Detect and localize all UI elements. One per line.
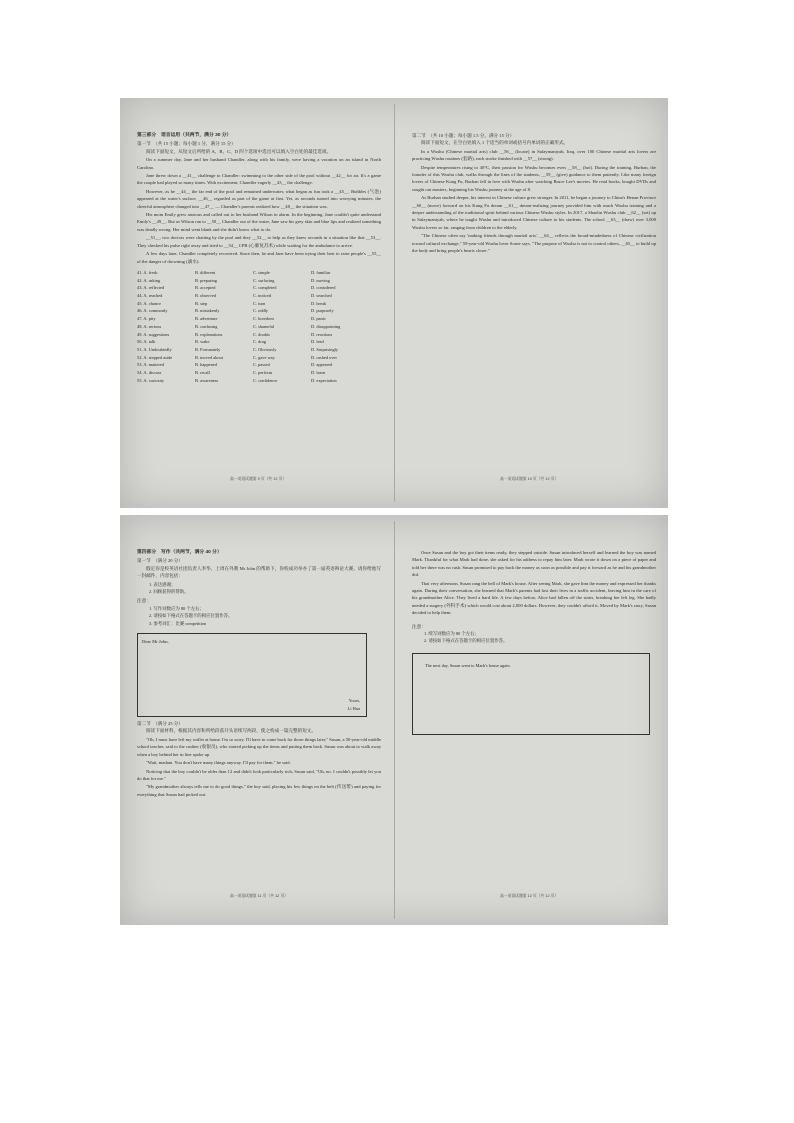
story-paragraph: Once Susan and the boy got their items ready, they stepped outside. Susan introduced herself and learned the boy was named Mark. Thankful for what Mark had done, she asked for his address to repay him later. Mark wrote it down on a piece of paper and told her there was no rush. Susan promised to pay back the money as soon as possible and pay it forward as he and his grandmother did. <box>412 550 656 578</box>
passage-paragraph: In a Wushu (Chinese martial arts) club __56__ (locate) in Sulaymaniyah, Iraq, over 100 Chinese martial arts lovers are practicing Wushu routines (套路), each stroke finished with __57__ (strong). <box>412 148 656 162</box>
passage-paragraph: Despite temperatures rising to 40°C, their passion for Wushu becomes even __58__ (hot). During the training, Burhan, the founder of this Wushu club, walks through the lines of the students, __59__ (give) guidance to them patiently. Like many foreign lovers of Chinese Kung Fu, Burhan fell in love with Wushu after watching Bruce Lee's movies. He read books, bought DVDs and sought out masters, beginning his Wushu journey at the age of 8. <box>412 164 656 192</box>
option-row <box>137 307 369 315</box>
option-row <box>137 269 369 277</box>
option: D. panic <box>311 316 326 322</box>
option: B. happened <box>195 362 217 368</box>
option: B. mistakenly <box>195 308 220 314</box>
part-heading: 第四部分 写作（共两节，满分 40 分） <box>137 550 222 555</box>
option: B. wake <box>195 339 210 345</box>
page-footer: 高一英语试题第 12 页（共 12 页） <box>500 894 559 898</box>
passage-paragraph: However, as he __44__ the far end of the pool and remained underwater, what began as fun took a __45__. Bubbles (气泡) appeared at the water's surface, __46__ regarded as part of the game at first. Yet, as seconds turned into worrying minutes, the cheerful atmosphere changed into __47__ — Chandler's parents realized how __48__ the situation was. <box>137 188 381 209</box>
option: C. simple <box>253 269 270 275</box>
part-heading: 第三部分 语言运用（共两节，满分 30 分） <box>137 133 232 138</box>
option: D. break <box>311 300 327 306</box>
option: 50. A. talk <box>137 339 156 345</box>
option-row <box>137 315 369 323</box>
option-row <box>137 292 369 300</box>
option: D. lead <box>311 339 324 345</box>
instruction: 阅读下面短文，从短文后所给的 A、B、C、D 四个选项中选出可以填入空白处的最佳选项。 <box>146 148 332 154</box>
option: 53. A. mattered <box>137 362 165 368</box>
option: 49. A. suggestions <box>137 331 170 337</box>
option: B. confusing <box>195 323 218 329</box>
passage-paragraph: A few days later, Chandler completely recovered. Since then, he and Jane have been trying their best to raise people's __55__ of the danger of drowning (溺水). <box>137 251 381 264</box>
option: C. noticed <box>253 293 272 299</box>
option: C. oddly <box>253 308 269 314</box>
option: D. considered <box>311 285 336 291</box>
option: 46. A. commonly <box>137 308 168 314</box>
option: D. Surprisingly <box>311 346 339 352</box>
option: C. Obviously <box>253 346 277 352</box>
instruction: 阅读下面材料，根据其内容和所给段落开头语续写两段，使之构成一篇完整的短文。 <box>146 728 316 734</box>
exam-page-bottom <box>120 515 668 925</box>
option: D. moving <box>311 277 330 283</box>
option: D. rushed over <box>311 354 337 360</box>
page-footer: 高一英语试题第 11 页（共 12 页） <box>230 894 288 898</box>
option: B. different <box>195 269 216 275</box>
passage-paragraph: His mom Emily grew anxious and called out to her husband Wilson in alarm. In the beginning, Jane couldn't quite understand Emily's __49__. But as Wilson ran to __50__ Chandler out of the water, Jane saw his grey skin and blue lips and realized something was deadly wrong. Her mind went blank and she didn't know what to do. <box>137 212 381 232</box>
page-footer: 高一英语试题第 9 页（共 12 页） <box>230 477 287 481</box>
option: C. confidence <box>253 377 278 383</box>
option: 51. A. Undoubtedly <box>137 346 172 352</box>
story-paragraph: "Oh, I must have left my wallet at home. I'm so sorry. I'll have to come back for those things later," Susan, a 50-year-old middle school teacher, said to the cashier (收银员), who started picking up the items and putting them back. Susan was about to walk away when a boy behind her in line spoke up. <box>137 736 381 757</box>
passage-paragraph: __51__, two doctors were chatting by the pool and they __52__ to help as they knew seconds in a situation like that __53__. They checked his pulse right away and tried to __54__ CPR (心肺复苏术) while waiting for the ambulance to arrive. <box>137 235 381 248</box>
option: C. drag <box>253 339 266 345</box>
letter-closing <box>348 697 360 712</box>
notes-title: 注意： <box>137 598 151 604</box>
paragraph-opening: The next day, Susan went to Mark's house again. <box>425 662 511 668</box>
language-use-section-2 <box>412 132 656 256</box>
story-paragraph: "My grandmother always tells me to do good things," the boy said, placing his few things on the belt (传送带) and paying for everything that Susan had picked out. <box>137 784 381 797</box>
option: 42. A. asking <box>137 277 161 283</box>
writing-section <box>137 549 381 799</box>
option: B. Fortunately <box>195 346 221 352</box>
option: 43. A. reflected <box>137 285 165 291</box>
continuation-answer-box <box>412 653 650 735</box>
option: C. turn <box>253 300 266 306</box>
option: B. explanations <box>195 331 223 337</box>
letter-answer-box <box>137 633 367 717</box>
option-row <box>137 323 369 331</box>
letter-greeting: Dear Mr John, <box>142 639 169 645</box>
story-paragraph: That very afternoon, Susan rang the bell of Mark's house. After seeing Mark, she gave him the money and expressed her thanks again. During their conversation, she learned that Mark's parents had lost their lives in a traffic accident, leaving him in the care of his grandmother Alice. They lived a hard life. A few days before, Alice had fallen off the stairs, breaking her left leg. She badly needed a surgery (外科手术) which would cost about 2,000 dollars. However, they couldn't afford it. Moved by Mark's story, Susan decided to help them. <box>412 580 656 616</box>
page-fold <box>394 521 395 919</box>
option: 52. A. stepped aside <box>137 354 173 360</box>
passage-paragraph: "The Chinese often say 'making friends through martial arts', __64__ reflects the broad-mindedness of Chinese civilization toward cultural exchange," 59-year-old Wushu lover Sorne says. "The purpose of Wushu is not to control others, __65__ to build up the body and bring people's hearts closer." <box>412 233 656 254</box>
option: B. moved about <box>195 354 223 360</box>
continuation-section <box>412 549 656 735</box>
option-row <box>137 284 369 292</box>
option: 54. A. discuss <box>137 370 162 376</box>
option: B. awareness <box>195 377 219 383</box>
task-point: 1. 表达感谢； <box>149 581 176 587</box>
option: C. surfacing <box>253 277 275 283</box>
option-row <box>137 369 369 377</box>
option: 45. A. chance <box>137 300 161 306</box>
story-paragraph: "Wait, madam. You don't have many things anyway. I'll pay for them," he said. <box>146 760 291 766</box>
section-heading: 第一节 （满分 20 分） <box>137 558 183 564</box>
passage-paragraph: Jane threw down a __41__ challenge to Chandler: swimming to the other side of the pool without __42__ for air. It's a game the couple had played so many times. With excitement, Chandler eagerly __43__ the challenge. <box>137 173 381 186</box>
section-heading: 第一节 （共 15 小题；每小题 1 分，满分 15 分） <box>137 141 236 147</box>
section-heading: 第二节 （满分 25 分） <box>137 721 183 727</box>
option: B. accepted <box>195 285 216 291</box>
option: D. searched <box>311 293 332 299</box>
letter-signature: Li Hua <box>347 705 360 711</box>
option: C. boredom <box>253 316 274 322</box>
option: D. familiar <box>311 269 331 275</box>
option-row <box>137 277 369 285</box>
option: 48. A. serious <box>137 323 162 329</box>
instruction: 假定你是校英语社团负责人李华，上周在外教 Mr John 的帮助下，你校成功举办了第一届英语辩论大赛。请你给他写一封邮件，内容包括： <box>137 565 381 579</box>
option: C. shameful <box>253 323 275 329</box>
story-paragraph: Noticing that the boy couldn't be older than 12 and didn't look particularly rich, Susan said, "Oh, no. I couldn't possibly let you do that for me." <box>137 768 381 781</box>
option: B. step <box>195 300 208 306</box>
option-row <box>137 338 369 346</box>
option: C. doubts <box>253 331 270 337</box>
note-item: 1. 续写词数应为 80 个左右； <box>424 631 479 637</box>
letter-signoff: Yours, <box>348 698 360 704</box>
option-row <box>137 354 369 362</box>
option: C. passed <box>253 362 270 368</box>
option: 44. A. reached <box>137 293 163 299</box>
option-row <box>137 300 369 308</box>
note-item: 3. 参考词汇：比赛 competition <box>149 620 207 626</box>
option: B. recall <box>195 370 210 376</box>
option-row <box>137 346 369 354</box>
option: B. observed <box>195 293 216 299</box>
option: 47. A. pity <box>137 316 156 322</box>
note-item: 2. 请按如下格式在答题卡的相应位置作答。 <box>424 638 508 644</box>
option: 41. A. fresh <box>137 269 158 275</box>
option-row <box>137 361 369 369</box>
option: C. gave way <box>253 354 275 360</box>
option: D. expectation <box>311 377 337 383</box>
option-row <box>137 331 369 339</box>
option: C. perform <box>253 370 273 376</box>
note-item: 1. 写作词数应为 80 个左右； <box>149 605 204 611</box>
option-row <box>137 377 369 385</box>
exam-page-top <box>120 98 668 508</box>
note-item: 2. 请按如下格式在答题卡的相应位置作答。 <box>149 613 233 619</box>
language-use-section-1 <box>137 132 381 384</box>
section-heading: 第二节 （共 10 小题；每小题 1.5 分，满分 15 分） <box>412 133 515 138</box>
page-fold <box>394 104 395 502</box>
option: D. learn <box>311 370 326 376</box>
page-footer: 高一英语试题第 10 页（共 12 页） <box>500 477 559 481</box>
option: D. reactions <box>311 331 333 337</box>
task-point: 2. 回顾获得的帮助。 <box>149 589 189 595</box>
notes-title: 注意： <box>412 623 426 629</box>
option: 55. A. curiosity <box>137 377 165 383</box>
passage-paragraph: As Burhan studied deeper, his interest in Chinese culture grew stronger. In 2011, he began a journey to China's Henan Province __60__ (move) forward on his Kung Fu dream __61__ dream-realizing journey provided him with much Wushu training and a deeper understanding of the traditional spirit behind various Chinese Wushu styles. In 2017, a Shaolin Wushu club __62__ (set) up in Sulaymaniyah, where he taught Wushu and introduced Chinese culture to his students. The school __63__ (draw) over 3,000 Wushu lovers so far, ranging from children to the elderly. <box>412 195 656 230</box>
option: D. appeared <box>311 362 333 368</box>
option: B. adventure <box>195 316 218 322</box>
option: C. completed <box>253 285 277 291</box>
options-table <box>137 269 369 385</box>
instruction: 阅读下面短文，在空白处填入 1 个适当的单词或括号内单词的正确形式。 <box>421 140 569 146</box>
option: D. purposely <box>311 308 334 314</box>
option: B. preparing <box>195 277 217 283</box>
option: D. disappointing <box>311 323 341 329</box>
passage-paragraph: On a summer day, Jane and her husband Chandler, along with his family, were having a vacation on an island in North Carolina. <box>137 157 381 170</box>
